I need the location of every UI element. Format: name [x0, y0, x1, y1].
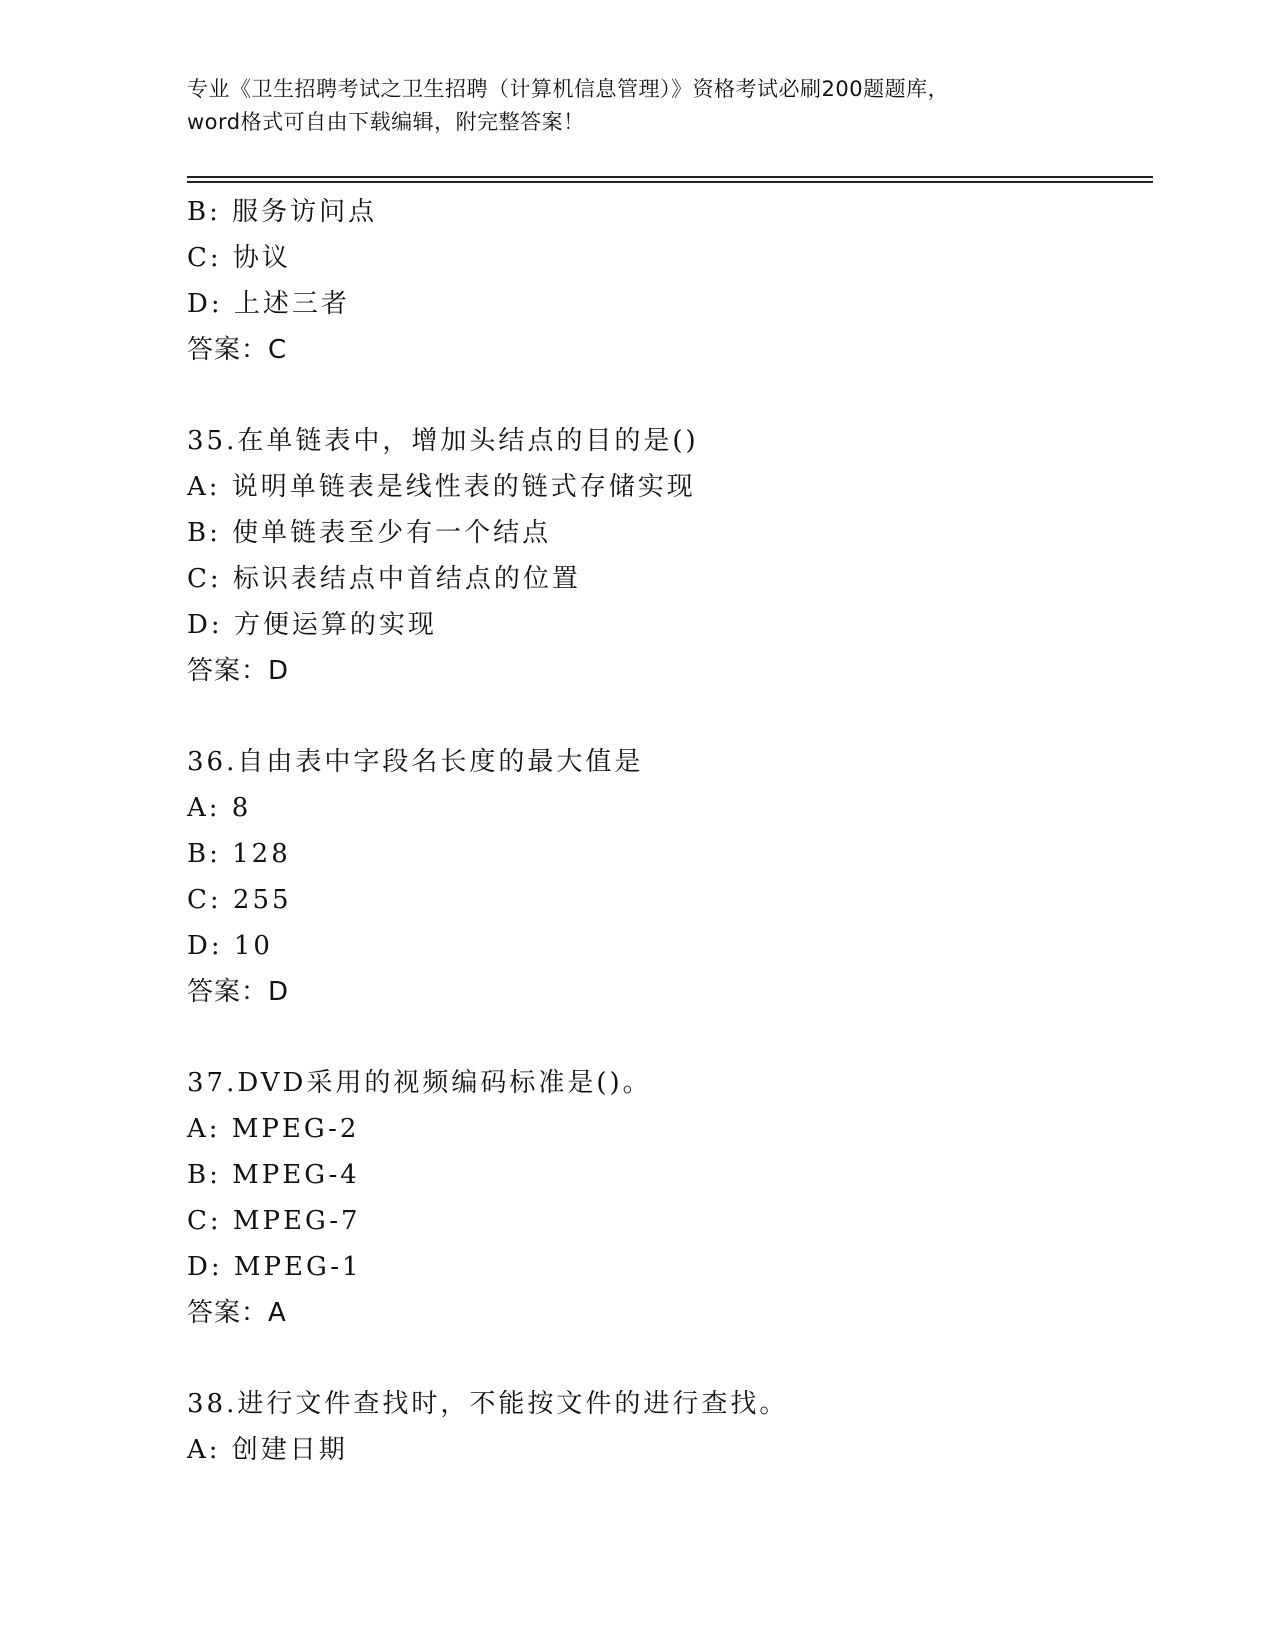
answer-line: 答案：D — [187, 977, 290, 1007]
option-a: A: 创建日期 — [187, 1435, 348, 1465]
document-header — [187, 73, 1087, 139]
option-a: A: MPEG-2 — [187, 1114, 360, 1144]
question-block-36 — [187, 739, 1147, 1015]
option-b: B: MPEG-4 — [187, 1160, 360, 1190]
answer-line: 答案：D — [187, 656, 290, 686]
option-a: A: 说明单链表是线性表的链式存储实现 — [187, 472, 696, 502]
question-stem: 38.进行文件查找时，不能按文件的进行查找。 — [187, 1389, 789, 1419]
question-block-35 — [187, 418, 1147, 694]
question-stem: 37.DVD采用的视频编码标准是()。 — [187, 1068, 652, 1098]
question-block-34 — [187, 189, 1147, 373]
option-b: B: 128 — [187, 839, 291, 869]
option-d: D: 方便运算的实现 — [187, 610, 437, 640]
question-block-38 — [187, 1381, 1147, 1473]
option-c: C: 协议 — [187, 243, 291, 273]
header-line-1: 专业《卫生招聘考试之卫生招聘（计算机信息管理）》资格考试必刷200题题库， — [187, 77, 950, 101]
answer-line: 答案：A — [187, 1298, 287, 1328]
option-b: B: 服务访问点 — [187, 197, 378, 227]
option-d: D: 10 — [187, 931, 273, 961]
header-divider-top — [187, 176, 1153, 178]
question-list — [187, 189, 1147, 1473]
option-d: D: 上述三者 — [187, 289, 350, 319]
option-c: C: 标识表结点中首结点的位置 — [187, 564, 581, 594]
header-line-2: word格式可自由下载编辑，附完整答案！ — [187, 110, 585, 134]
question-stem: 35.在单链表中，增加头结点的目的是() — [187, 426, 699, 456]
option-c: C: 255 — [187, 885, 292, 915]
option-c: C: MPEG-7 — [187, 1206, 361, 1236]
answer-line: 答案：C — [187, 335, 288, 365]
option-b: B: 使单链表至少有一个结点 — [187, 518, 552, 548]
header-divider-bottom — [187, 181, 1153, 183]
question-block-37 — [187, 1060, 1147, 1336]
option-d: D: MPEG-1 — [187, 1252, 362, 1282]
option-a: A: 8 — [187, 793, 252, 823]
question-stem: 36.自由表中字段名长度的最大值是 — [187, 747, 644, 777]
